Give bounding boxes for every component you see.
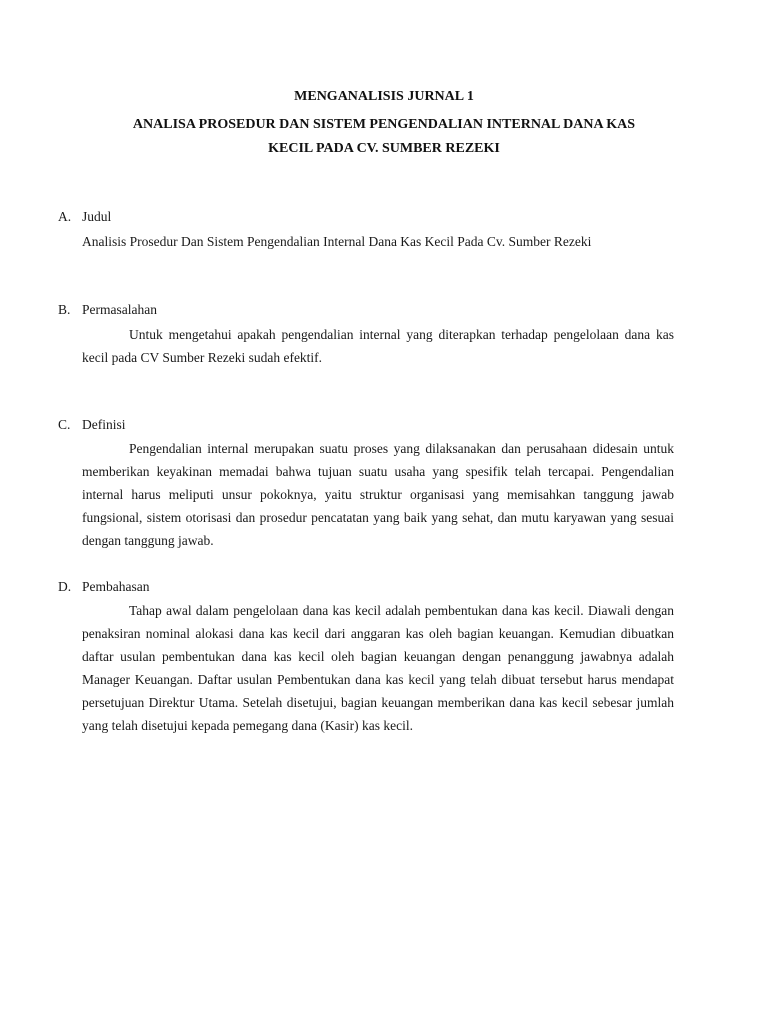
section-body: Untuk mengetahui apakah pengendalian internal yang diterapkan terhadap pengelolaan dana kas kecil pada CV Sumber Rezeki sudah efektif. [82, 327, 674, 365]
document-title-line-3: KECIL PADA CV. SUMBER REZEKI [268, 141, 500, 156]
section-heading [58, 208, 674, 226]
section-permasalahan [58, 301, 674, 369]
section-letter: A. [58, 209, 72, 224]
section-definisi [58, 416, 674, 552]
section-body: Analisis Prosedur Dan Sistem Pengendalian Internal Dana Kas Kecil Pada Cv. Sumber Rezeki [82, 234, 592, 249]
section-judul [58, 208, 674, 253]
section-letter: D. [58, 579, 72, 594]
document-title-line-1: MENGANALISIS JURNAL 1 [294, 89, 474, 104]
section-heading [58, 578, 674, 596]
section-pembahasan [58, 578, 674, 737]
section-label: Pembahasan [82, 579, 150, 594]
section-body: Pengendalian internal merupakan suatu proses yang dilaksanakan dan perusahaan didesain untuk memberikan keyakinan memadai bahwa tujuan suatu usaha yang spesifik telah tercapai. Pengendalian internal harus meliputi unsur pokoknya, yaitu struktur organisasi yang memisahkan tanggung jawab fungsional, sistem otorisasi dan prosedur pencatatan yang baik yang sehat, dan mutu karyawan yang sesuai dengan tanggung jawab. [82, 441, 674, 548]
section-body: Tahap awal dalam pengelolaan dana kas kecil adalah pembentukan dana kas kecil. Diawali dengan penaksiran nominal alokasi dana kas kecil dari anggaran kas oleh bagian keuangan. Kemudian dibuatkan daftar usulan pembentukan dana kas kecil oleh bagian keuangan dengan penanggung jawabnya adalah Manager Keuangan. Daftar usulan Pembentukan dana kas kecil yang telah dibuat tersebut harus mendapat persetujuan Direktur Utama. Setelah disetujui, bagian keuangan memberikan dana kas kecil sebesar jumlah yang telah disetujui kepada pemegang dana (Kasir) kas kecil. [82, 603, 674, 733]
section-heading [58, 416, 674, 434]
section-label: Definisi [82, 417, 126, 432]
section-label: Permasalahan [82, 302, 157, 317]
section-letter: B. [58, 302, 71, 317]
section-heading [58, 301, 674, 319]
section-label: Judul [82, 209, 112, 224]
section-letter: C. [58, 417, 71, 432]
document-title-line-2: ANALISA PROSEDUR DAN SISTEM PENGENDALIAN INTERNAL DANA KAS [132, 117, 636, 132]
